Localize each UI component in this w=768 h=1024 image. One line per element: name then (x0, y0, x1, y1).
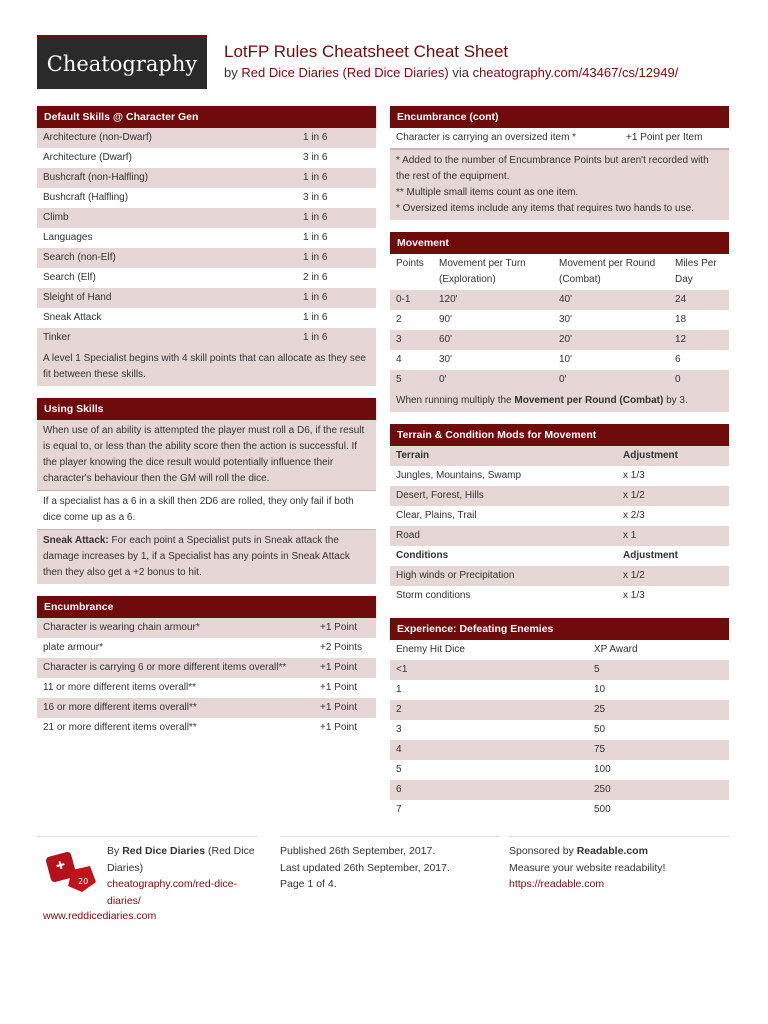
cell: 3 in 6 (297, 148, 376, 168)
footer-dates (280, 836, 500, 893)
cell: 60' (433, 330, 553, 350)
cell: 1 in 6 (297, 228, 376, 248)
table-row (390, 128, 729, 149)
header-cell: Movement per Round (Combat) (553, 254, 669, 290)
movement-note-post: by 3. (663, 395, 688, 406)
cell: x 1/3 (617, 466, 729, 486)
table-row (390, 660, 729, 680)
cell: 0-1 (390, 290, 433, 310)
table-row (390, 330, 729, 350)
author-link[interactable]: Red Dice Diaries (Red Dice Diaries) (241, 65, 449, 80)
experience-table (390, 640, 729, 820)
cell: x 1/3 (617, 586, 729, 606)
cell: plate armour* (37, 638, 314, 658)
using-skills-p2: If a specialist has a 6 in a skill then 2D6 are rolled, they only fail if both dice come up as a 6. (37, 491, 376, 530)
cell: Desert, Forest, Hills (390, 486, 617, 506)
cell: x 1/2 (617, 486, 729, 506)
cell: Character is carrying 6 or more different items overall** (37, 658, 314, 678)
sponsor-line (509, 843, 729, 860)
cell: 3 (390, 330, 433, 350)
table-row (37, 168, 376, 188)
cell: 50 (588, 720, 729, 740)
cell: 5 (390, 760, 588, 780)
table-header-row (390, 640, 729, 660)
table-row (390, 800, 729, 820)
footer-author (37, 836, 259, 922)
cell: 1 in 6 (297, 308, 376, 328)
sponsor-tagline: Measure your website readability! (509, 861, 666, 874)
terrain-heading: Terrain & Condition Mods for Movement (390, 424, 729, 446)
header-cell: XP Award (588, 640, 729, 660)
header-cell: Movement per Turn (Exploration) (433, 254, 553, 290)
table-row (390, 720, 729, 740)
cell: 16 or more different items overall** (37, 698, 314, 718)
header-cell: Miles Per Day (669, 254, 729, 290)
sponsor-url-link[interactable]: https://readable.com (509, 878, 605, 890)
table-row (37, 288, 376, 308)
table-row (37, 678, 376, 698)
right-column (390, 106, 729, 832)
cell: Bushcraft (Halfling) (37, 188, 297, 208)
experience-heading: Experience: Defeating Enemies (390, 618, 729, 640)
cell: 2 (390, 700, 588, 720)
default-skills-note: A level 1 Specialist begins with 4 skill points that can allocate as they see fit between these skills. (37, 348, 376, 386)
cell: Search (non-Elf) (37, 248, 297, 268)
cell: 18 (669, 310, 729, 330)
encumbrance-table (37, 618, 376, 738)
table-row (390, 760, 729, 780)
sponsor-prefix: Sponsored by (509, 845, 574, 857)
cell: 3 in 6 (297, 188, 376, 208)
cell: 30' (553, 310, 669, 330)
table-row (390, 526, 729, 546)
table-row (390, 680, 729, 700)
cell: +1 Point (314, 678, 376, 698)
cell: +1 Point (314, 718, 376, 738)
table-row (390, 486, 729, 506)
cell: 1 in 6 (297, 208, 376, 228)
cell: Jungles, Mountains, Swamp (390, 466, 617, 486)
cell: 20' (553, 330, 669, 350)
cell: 500 (588, 800, 729, 820)
note-line: ** Multiple small items count as one item. (396, 187, 579, 198)
cell: Climb (37, 208, 297, 228)
table-row (37, 248, 376, 268)
cell: Search (Elf) (37, 268, 297, 288)
header-cell: Conditions (390, 546, 617, 566)
sneak-attack-label: Sneak Attack: (43, 535, 109, 546)
encumbrance-heading: Encumbrance (37, 596, 376, 618)
table-row (37, 618, 376, 638)
byline-via: via (452, 65, 469, 80)
red-dice-logo-icon (42, 848, 100, 898)
footer-author-text (107, 843, 257, 909)
cell: 4 (390, 740, 588, 760)
experience-box (390, 618, 729, 820)
table-row (37, 148, 376, 168)
cell: 40' (553, 290, 669, 310)
cell: 3 (390, 720, 588, 740)
table-row (390, 566, 729, 586)
using-skills-p1: When use of an ability is attempted the player must roll a D6, if the result is equal to, or less than the ability score then the action is successful. If the player knowing the dice result would potentially influence their character's behaviour then the GM will roll the dice. (37, 420, 376, 491)
cell: x 1 (617, 526, 729, 546)
cell: 1 in 6 (297, 288, 376, 308)
cell: 6 (669, 350, 729, 370)
table-row (37, 228, 376, 248)
cell: 2 in 6 (297, 268, 376, 288)
published-date: Published 26th September, 2017. (280, 845, 436, 857)
byline-by: by (224, 65, 238, 80)
cell: Sneak Attack (37, 308, 297, 328)
cell: +2 Points (314, 638, 376, 658)
cell: Architecture (non-Dwarf) (37, 128, 297, 148)
encumbrance-box (37, 596, 376, 738)
page-title: LotFP Rules Cheatsheet Cheat Sheet (224, 42, 509, 61)
cell: 1 in 6 (297, 168, 376, 188)
cell: 10' (553, 350, 669, 370)
cell: 250 (588, 780, 729, 800)
footer-author-alias: (Red Dice Diaries) (107, 845, 255, 874)
cell: +1 Point (314, 618, 376, 638)
cell: 2 (390, 310, 433, 330)
cell: 30' (433, 350, 553, 370)
cell: 5 (588, 660, 729, 680)
cell: 6 (390, 780, 588, 800)
cell: x 1/2 (617, 566, 729, 586)
table-header-row (390, 546, 729, 566)
table-row (390, 586, 729, 606)
cell: 1 in 6 (297, 248, 376, 268)
updated-date: Last updated 26th September, 2017. (280, 861, 450, 874)
table-row (390, 700, 729, 720)
header-cell: Terrain (390, 446, 617, 466)
cell: 24 (669, 290, 729, 310)
cell: Character is carrying an oversized item * (390, 128, 620, 149)
movement-table (390, 254, 729, 390)
footer-site-link[interactable]: www.reddicediaries.com (43, 910, 157, 922)
title-block (224, 42, 678, 80)
cheatography-logo[interactable] (37, 35, 207, 89)
sponsor-name[interactable]: Readable.com (576, 845, 648, 857)
movement-note (390, 390, 729, 412)
cell: Languages (37, 228, 297, 248)
cell: 1 (390, 680, 588, 700)
byline (224, 65, 678, 80)
movement-header-row (390, 254, 729, 290)
footer-author-name[interactable]: Red Dice Diaries (122, 845, 206, 857)
encumbrance-cont-heading: Encumbrance (cont) (390, 106, 729, 128)
page-number: Page 1 of 4. (280, 878, 337, 890)
table-row (37, 658, 376, 678)
footer-sponsor-text (509, 837, 729, 893)
cell: 0' (553, 370, 669, 390)
table-row (37, 128, 376, 148)
cell: 120' (433, 290, 553, 310)
table-row (390, 466, 729, 486)
movement-note-bold: Movement per Round (Combat) (514, 395, 664, 406)
cell: <1 (390, 660, 588, 680)
cell: 0 (669, 370, 729, 390)
cell: Character is wearing chain armour* (37, 618, 314, 638)
footer-site-wrap (43, 908, 156, 925)
movement-heading: Movement (390, 232, 729, 254)
header-cell: Points (390, 254, 433, 290)
table-row (390, 506, 729, 526)
table-row (390, 780, 729, 800)
table-row (390, 370, 729, 390)
footer-by: By (107, 845, 120, 857)
sheet-url-link[interactable]: cheatography.com/43467/cs/12949/ (472, 65, 679, 80)
cell: 5 (390, 370, 433, 390)
cell: 0' (433, 370, 553, 390)
cell: 100 (588, 760, 729, 780)
using-skills-box (37, 398, 376, 584)
table-row (37, 308, 376, 328)
footer-divider (37, 836, 257, 837)
note-line: * Added to the number of Encumbrance Points but aren't recorded with the rest of the equipment. (396, 155, 709, 182)
movement-note-pre: When running multiply the (396, 395, 515, 406)
table-row (390, 310, 729, 330)
table-row (390, 350, 729, 370)
movement-box (390, 232, 729, 412)
cell: 4 (390, 350, 433, 370)
table-row (37, 698, 376, 718)
table-row (37, 328, 376, 348)
table-row (37, 208, 376, 228)
default-skills-box (37, 106, 376, 386)
footer-sponsor (509, 836, 729, 893)
using-skills-p3 (37, 530, 376, 584)
header-cell: Adjustment (617, 546, 729, 566)
cell: 12 (669, 330, 729, 350)
cell: Road (390, 526, 617, 546)
header-cell: Adjustment (617, 446, 729, 466)
header-cell: Enemy Hit Dice (390, 640, 588, 660)
cell: 25 (588, 700, 729, 720)
cell: High winds or Precipitation (390, 566, 617, 586)
table-header-row (390, 446, 729, 466)
encumbrance-cont-box (390, 106, 729, 220)
cell: Tinker (37, 328, 297, 348)
cell: 7 (390, 800, 588, 820)
cell: 21 or more different items overall** (37, 718, 314, 738)
table-row (390, 290, 729, 310)
default-skills-table (37, 128, 376, 348)
using-skills-heading: Using Skills (37, 398, 376, 420)
cell: Clear, Plains, Trail (390, 506, 617, 526)
table-row (37, 268, 376, 288)
cell: Architecture (Dwarf) (37, 148, 297, 168)
encumbrance-cont-notes (390, 149, 729, 220)
cell: x 2/3 (617, 506, 729, 526)
table-row (37, 638, 376, 658)
left-column (37, 106, 376, 750)
cell: +1 Point (314, 658, 376, 678)
cell: +1 Point (314, 698, 376, 718)
table-row (390, 740, 729, 760)
cell: Sleight of Hand (37, 288, 297, 308)
table-row (37, 718, 376, 738)
cell: 1 in 6 (297, 128, 376, 148)
svg-text:20: 20 (78, 877, 89, 886)
encumbrance-cont-table (390, 128, 729, 149)
sneak-attack-text: For each point a Specialist puts in Sneak attack the damage increases by 1, if a Specialist has any points in Sneak Attack then they also get a +2 bonus to hit. (43, 535, 350, 578)
footer-profile-link[interactable]: cheatography.com/red-dice-diaries/ (107, 878, 237, 907)
logo-text: Cheatography (46, 51, 198, 76)
terrain-table (390, 446, 729, 606)
cell: Storm conditions (390, 586, 617, 606)
note-line: * Oversized items include any items that requires two hands to use. (396, 203, 694, 214)
table-row (37, 188, 376, 208)
footer-dates-text (280, 837, 500, 893)
cell: 11 or more different items overall** (37, 678, 314, 698)
cell: 1 in 6 (297, 328, 376, 348)
cell: 90' (433, 310, 553, 330)
cell: 10 (588, 680, 729, 700)
cell: Bushcraft (non-Halfling) (37, 168, 297, 188)
default-skills-heading: Default Skills @ Character Gen (37, 106, 376, 128)
cell: 75 (588, 740, 729, 760)
terrain-box (390, 424, 729, 606)
cell: +1 Point per Item (620, 128, 729, 149)
